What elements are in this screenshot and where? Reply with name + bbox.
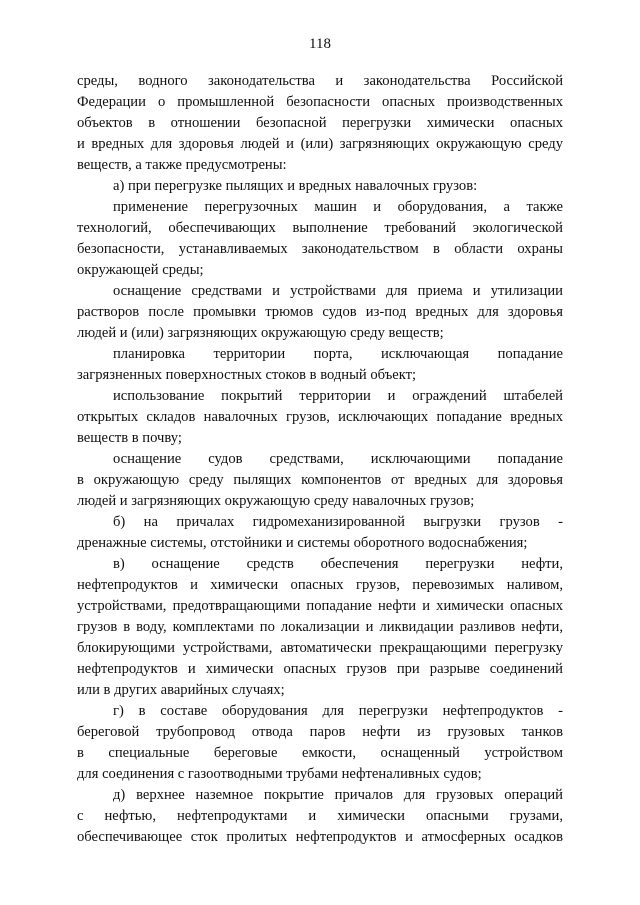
text-line: д) верхнее наземное покрытие причалов для грузовых операций xyxy=(113,787,563,803)
text-line: в специальные береговые емкости, оснащенный устройством xyxy=(77,745,563,761)
text-line: блокирующими устройствами, автоматически прекращающими перегрузку xyxy=(77,640,563,656)
text-line: веществ, а также предусмотрены: xyxy=(77,157,287,173)
page-body xyxy=(77,71,563,848)
text-line: объектов в отношении безопасной перегрузки химически опасных xyxy=(77,115,563,131)
text-line: Федерации о промышленной безопасности опасных производственных xyxy=(77,94,563,110)
text-line: использование покрытий территории и ограждений штабелей xyxy=(113,388,563,404)
text-line: среды, водного законодательства и законодательства Российской xyxy=(77,73,563,89)
text-line: а) при перегрузке пылящих и вредных навалочных грузов: xyxy=(113,178,478,194)
text-line: открытых складов навалочных грузов, исключающих попадание вредных xyxy=(77,409,563,425)
text-line: обеспечивающее сток пролитых нефтепродуктов и атмосферных осадков xyxy=(77,829,563,845)
text-line: устройствами, предотвращающими попадание нефти и химически опасных xyxy=(77,598,563,614)
text-line: или в других аварийных случаях; xyxy=(77,682,285,698)
text-line: людей и загрязняющих окружающую среду навалочных грузов; xyxy=(77,493,475,509)
text-line: безопасности, устанавливаемых законодательством в области охраны xyxy=(77,241,563,257)
text-line: оснащение средствами и устройствами для приема и утилизации xyxy=(113,283,563,299)
text-line: нефтепродуктов и химически опасных грузов при разрыве соединений xyxy=(77,661,563,677)
text-line: с нефтью, нефтепродуктами и химически опасными грузами, xyxy=(77,808,563,824)
text-line: оснащение судов средствами, исключающими попадание xyxy=(113,451,563,467)
text-line: применение перегрузочных машин и оборудования, а также xyxy=(113,199,563,215)
text-line: б) на причалах гидромеханизированной выгрузки грузов - xyxy=(113,514,563,530)
text-line: загрязненных поверхностных стоков в водный объект; xyxy=(77,367,417,383)
text-line: в окружающую среду пылящих компонентов от вредных для здоровья xyxy=(77,472,563,488)
text-line: окружающей среды; xyxy=(77,262,204,278)
text-line: г) в составе оборудования для перегрузки нефтепродуктов - xyxy=(113,703,563,719)
text-line: веществ в почву; xyxy=(77,430,182,446)
text-line: дренажные системы, отстойники и системы оборотного водоснабжения; xyxy=(77,535,528,551)
text-line: планировка территории порта, исключающая попадание xyxy=(113,346,563,362)
text-line: растворов после промывки трюмов судов из-под вредных для здоровья xyxy=(77,304,563,320)
text-line: технологий, обеспечивающих выполнение требований экологической xyxy=(77,220,563,236)
text-line: и вредных для здоровья людей и (или) загрязняющих окружающую среду xyxy=(77,136,563,152)
text-line: нефтепродуктов и химически опасных грузов, перевозимых наливом, xyxy=(77,577,563,593)
text-line: в) оснащение средств обеспечения перегрузки нефти, xyxy=(113,556,563,572)
text-line: грузов в воду, комплектами по локализации и ликвидации разливов нефти, xyxy=(77,619,563,635)
page-number: 118 xyxy=(309,36,331,52)
text-line: береговой трубопровод отвода паров нефти из грузовых танков xyxy=(77,724,563,740)
text-line: для соединения с газоотводными трубами нефтеналивных судов; xyxy=(77,766,482,782)
text-line: людей и (или) загрязняющих окружающую среду веществ; xyxy=(77,325,444,341)
